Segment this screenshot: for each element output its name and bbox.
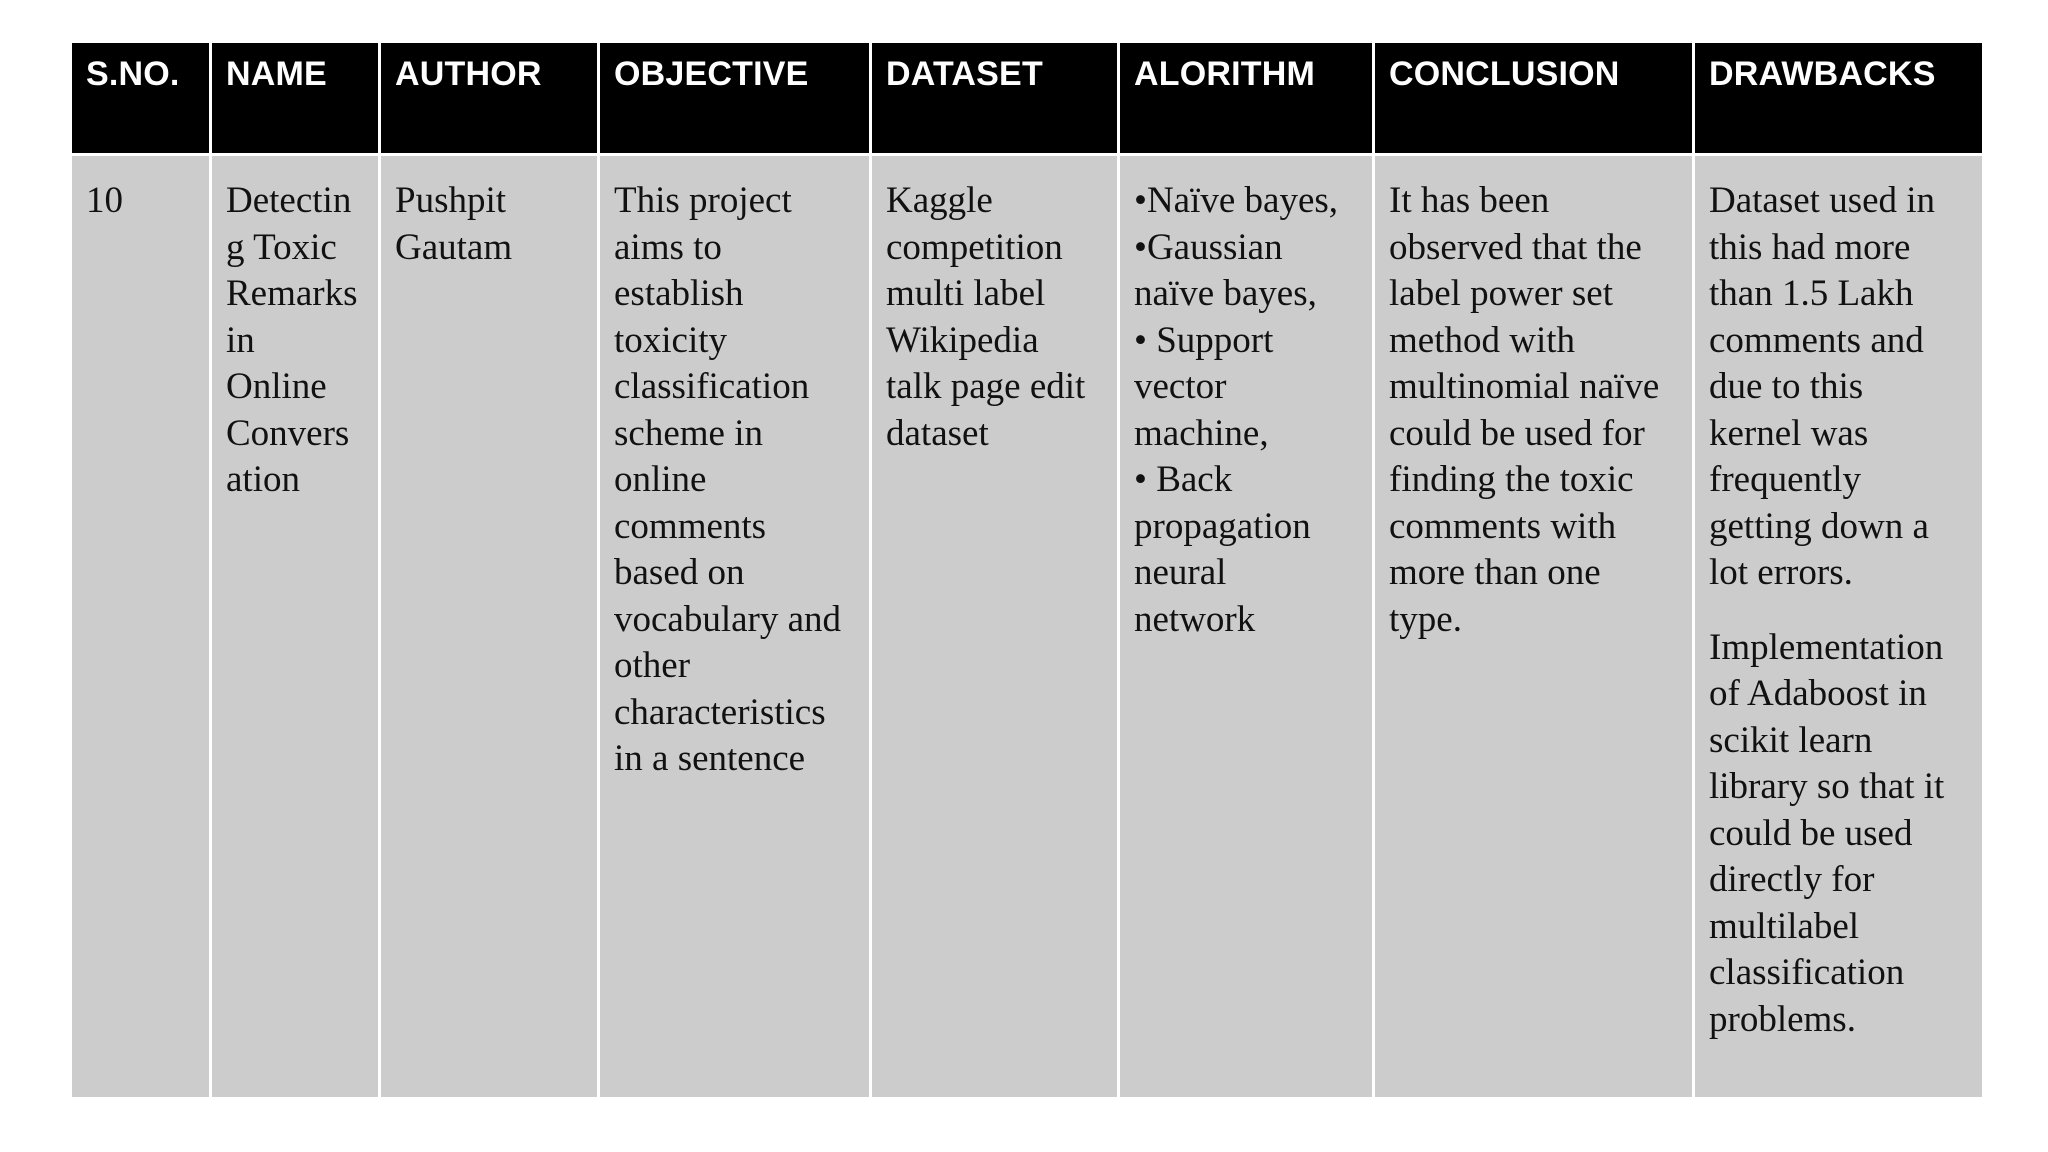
table-row [71, 155, 1984, 1099]
drawbacks-paragraph-2: Implementation of Adaboost in scikit learn library so that it could be used directly for multilabel classification problems. [1709, 626, 1945, 1040]
cell-sno: 10 [71, 155, 211, 1099]
header-conclusion: CONCLUSION [1374, 42, 1694, 155]
header-name: NAME [211, 42, 380, 155]
paragraph-gap [1709, 597, 1968, 625]
cell-name: Detectin g Toxic Remarks in Online Convers ation [211, 155, 380, 1099]
header-algorithm: ALORITHM [1119, 42, 1374, 155]
cell-conclusion: It has been observed that the label power set method with multinomial naïve could be used for finding the toxic comments with more than one type. [1374, 155, 1694, 1099]
cell-drawbacks [1694, 155, 1984, 1099]
header-dataset: DATASET [871, 42, 1119, 155]
cell-author: Pushpit Gautam [380, 155, 599, 1099]
cell-dataset: Kaggle competition multi label Wikipedia talk page edit dataset [871, 155, 1119, 1099]
cell-algorithm: •Naïve bayes, •Gaussian naïve bayes, • Support vector machine, • Back propagation neural network [1119, 155, 1374, 1099]
cell-objective: This project aims to establish toxicity classification scheme in online comments based on vocabulary and other characteristics in a sentence [599, 155, 871, 1099]
literature-table [69, 40, 1985, 1100]
header-sno: S.NO. [71, 42, 211, 155]
header-drawbacks: DRAWBACKS [1694, 42, 1984, 155]
table-header-row [71, 42, 1984, 155]
header-author: AUTHOR [380, 42, 599, 155]
header-objective: OBJECTIVE [599, 42, 871, 155]
drawbacks-paragraph-1: Dataset used in this had more than 1.5 Lakh comments and due to this kernel was frequently getting down a lot errors. [1709, 180, 1936, 593]
